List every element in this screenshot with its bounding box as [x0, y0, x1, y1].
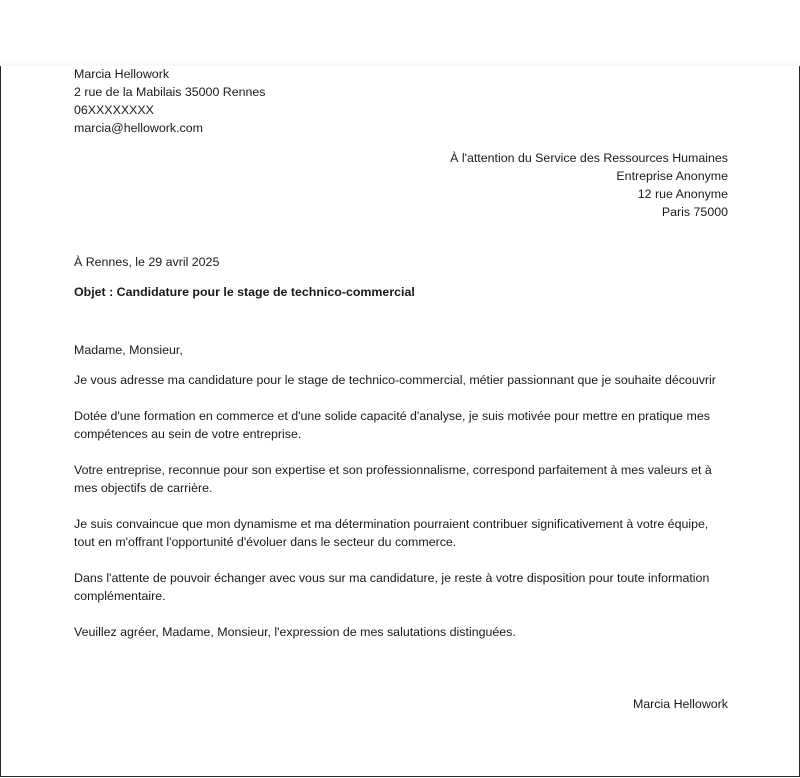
sender-block	[74, 65, 728, 137]
letter-body	[74, 371, 728, 659]
body-paragraph: Dotée d'une formation en commerce et d'une solide capacité d'analyse, je suis motivée pour mettre en pratique mes compétences au sein de votre entreprise.	[74, 409, 710, 441]
body-paragraph: Votre entreprise, reconnue pour son expertise et son professionnalisme, correspond parfaitement à mes valeurs et à mes objectifs de carrière.	[74, 463, 712, 495]
letter-subject: Objet : Candidature pour le stage de technico-commercial	[74, 285, 415, 299]
recipient-city: Paris 75000	[661, 205, 728, 219]
sender-phone: 06XXXXXXXX	[74, 103, 154, 117]
recipient-company: Entreprise Anonyme	[616, 169, 728, 183]
sender-name: Marcia Hellowork	[74, 67, 170, 81]
body-paragraph: Dans l'attente de pouvoir échanger avec vous sur ma candidature, je reste à votre disposition pour toute information complémentaire.	[74, 571, 710, 603]
top-band	[0, 0, 800, 66]
signature: Marcia Hellowork	[632, 697, 728, 711]
closing-paragraph: Veuillez agréer, Madame, Monsieur, l'expression de mes salutations distinguées.	[74, 625, 516, 639]
body-paragraph: Je suis convaincue que mon dynamisme et ma détermination pourraient contribuer significativement à votre équipe, tout en m'offrant l'opportunité d'évoluer dans le secteur du commerce.	[74, 517, 709, 549]
sender-address: 2 rue de la Mabilais 35000 Rennes	[74, 85, 266, 99]
body-paragraph: Je vous adresse ma candidature pour le stage de technico-commercial, métier passionnant que je souhaite découvrir	[74, 373, 716, 387]
recipient-attention: À l'attention du Service des Ressources Humaines	[450, 151, 728, 165]
recipient-street: 12 rue Anonyme	[637, 187, 728, 201]
sender-email: marcia@hellowork.com	[74, 121, 203, 135]
letter-page	[0, 66, 800, 777]
letter-salutation: Madame, Monsieur,	[74, 343, 183, 357]
recipient-block	[74, 149, 728, 221]
letter-date: À Rennes, le 29 avril 2025	[74, 255, 220, 269]
